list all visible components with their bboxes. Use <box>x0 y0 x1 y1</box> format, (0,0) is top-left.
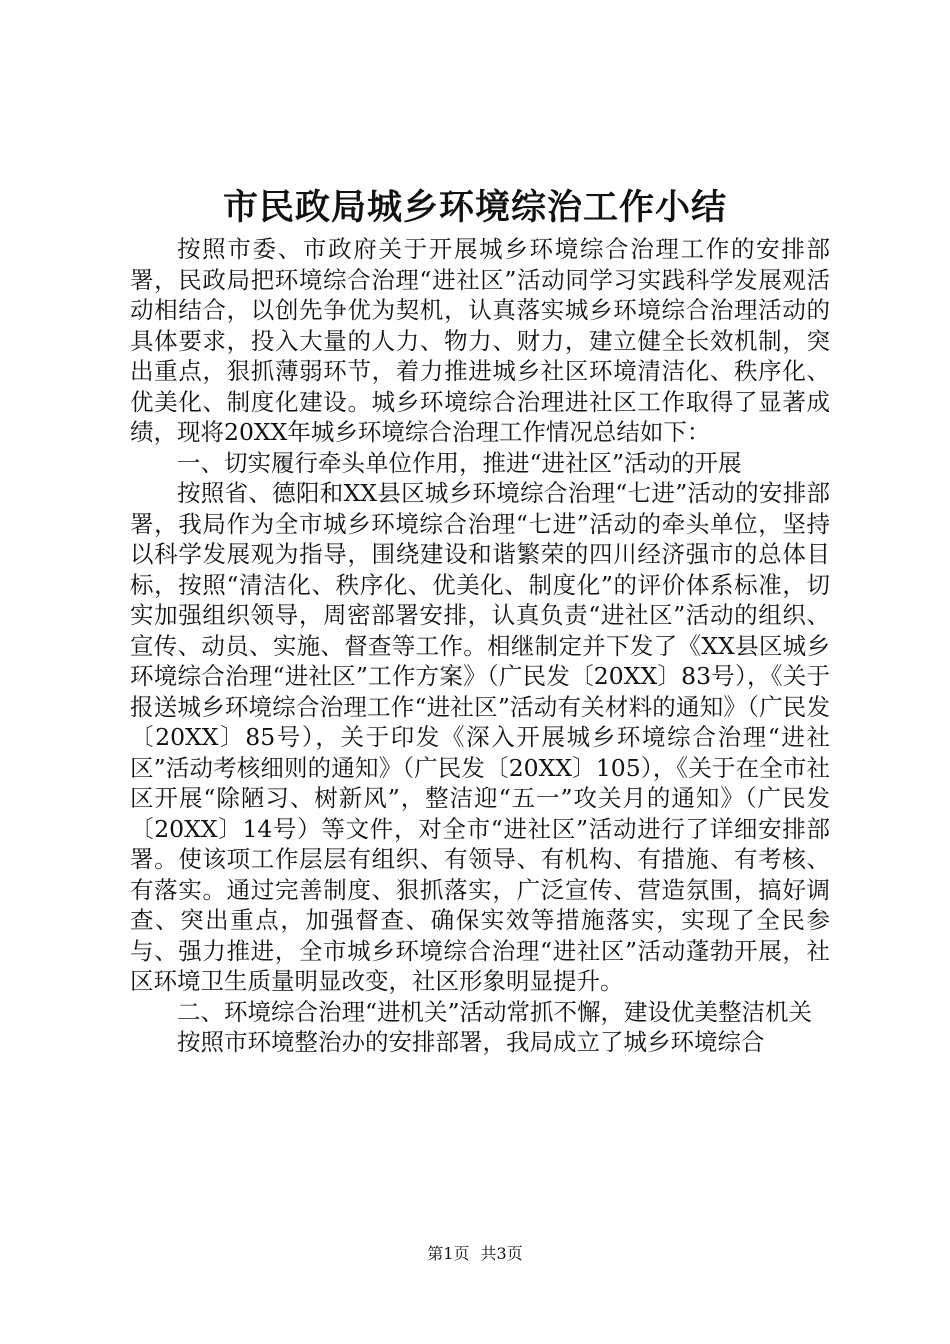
page-number: 第1页 <box>427 1244 470 1263</box>
section-1-paragraph: 按照省、德阳和XX县区城乡环境综合治理“七进”活动的安排部署，我局作为全市城乡环境综合治理“七进”活动的牵头单位，坚持以科学发展观为指导，围绕建设和谐繁荣的四川经济强市的总体目标，按照“清洁化、秩序化、优美化、制度化”的评价体系标准，切实加强组织领导，周密部署安排，认真负责“进社区”活动的组织、宣传、动员、实施、督查等工作。相继制定并下发了《XX县区城乡环境综合治理“进社区”工作方案》（广民发〔20XX〕83号），《关于报送城乡环境综合治理工作“进社区”活动有关材料的通知》（广民发〔20XX〕85号），关于印发《深入开展城乡环境综合治理“进社区”活动考核细则的通知》（广民发〔20XX〕105），《关于在全市社区开展“除陋习、树新风”，整洁迎“五一”攻关月的通知》（广民发〔20XX〕14号）等文件，对全市“进社区”活动进行了详细安排部署。使该项工作层层有组织、有领导、有机构、有措施、有考核、有落实。通过完善制度、狠抓落实，广泛宣传、营造氛围，搞好调查、突出重点，加强督查、确保实效等措施落实，实现了全民参与、强力推进，全市城乡环境综合治理“进社区”活动蓬勃开展，社区环境卫生质量明显改变，社区形象明显提升。 <box>130 479 830 995</box>
document-title: 市民政局城乡环境综治工作小结 <box>222 187 727 228</box>
section-heading-2: 二、环境综合治理“进机关”活动常抓不懈，建设优美整洁机关 <box>177 997 813 1026</box>
page-footer <box>0 1244 950 1264</box>
page-total: 共3页 <box>480 1244 523 1263</box>
section-heading-1: 一、切实履行牵头单位作用，推进“进社区”活动的开展 <box>177 448 742 477</box>
intro-paragraph: 按照市委、市政府关于开展城乡环境综合治理工作的安排部署，民政局把环境综合治理“进社区”活动同学习实践科学发展观活动相结合，以创先争优为契机，认真落实城乡环境综合治理活动的具体要求，投入大量的人力、物力、财力，建立健全长效机制，突出重点，狠抓薄弱环节，着力推进城乡社区环境清洁化、秩序化、优美化、制度化建设。城乡环境综合治理进社区工作取得了显著成绩，现将20XX年城乡环境综合治理工作情况总结如下： <box>130 235 830 446</box>
document-body <box>130 234 830 1058</box>
section-2-paragraph: 按照市环境整治办的安排部署，我局成立了城乡环境综合 <box>177 1028 765 1056</box>
